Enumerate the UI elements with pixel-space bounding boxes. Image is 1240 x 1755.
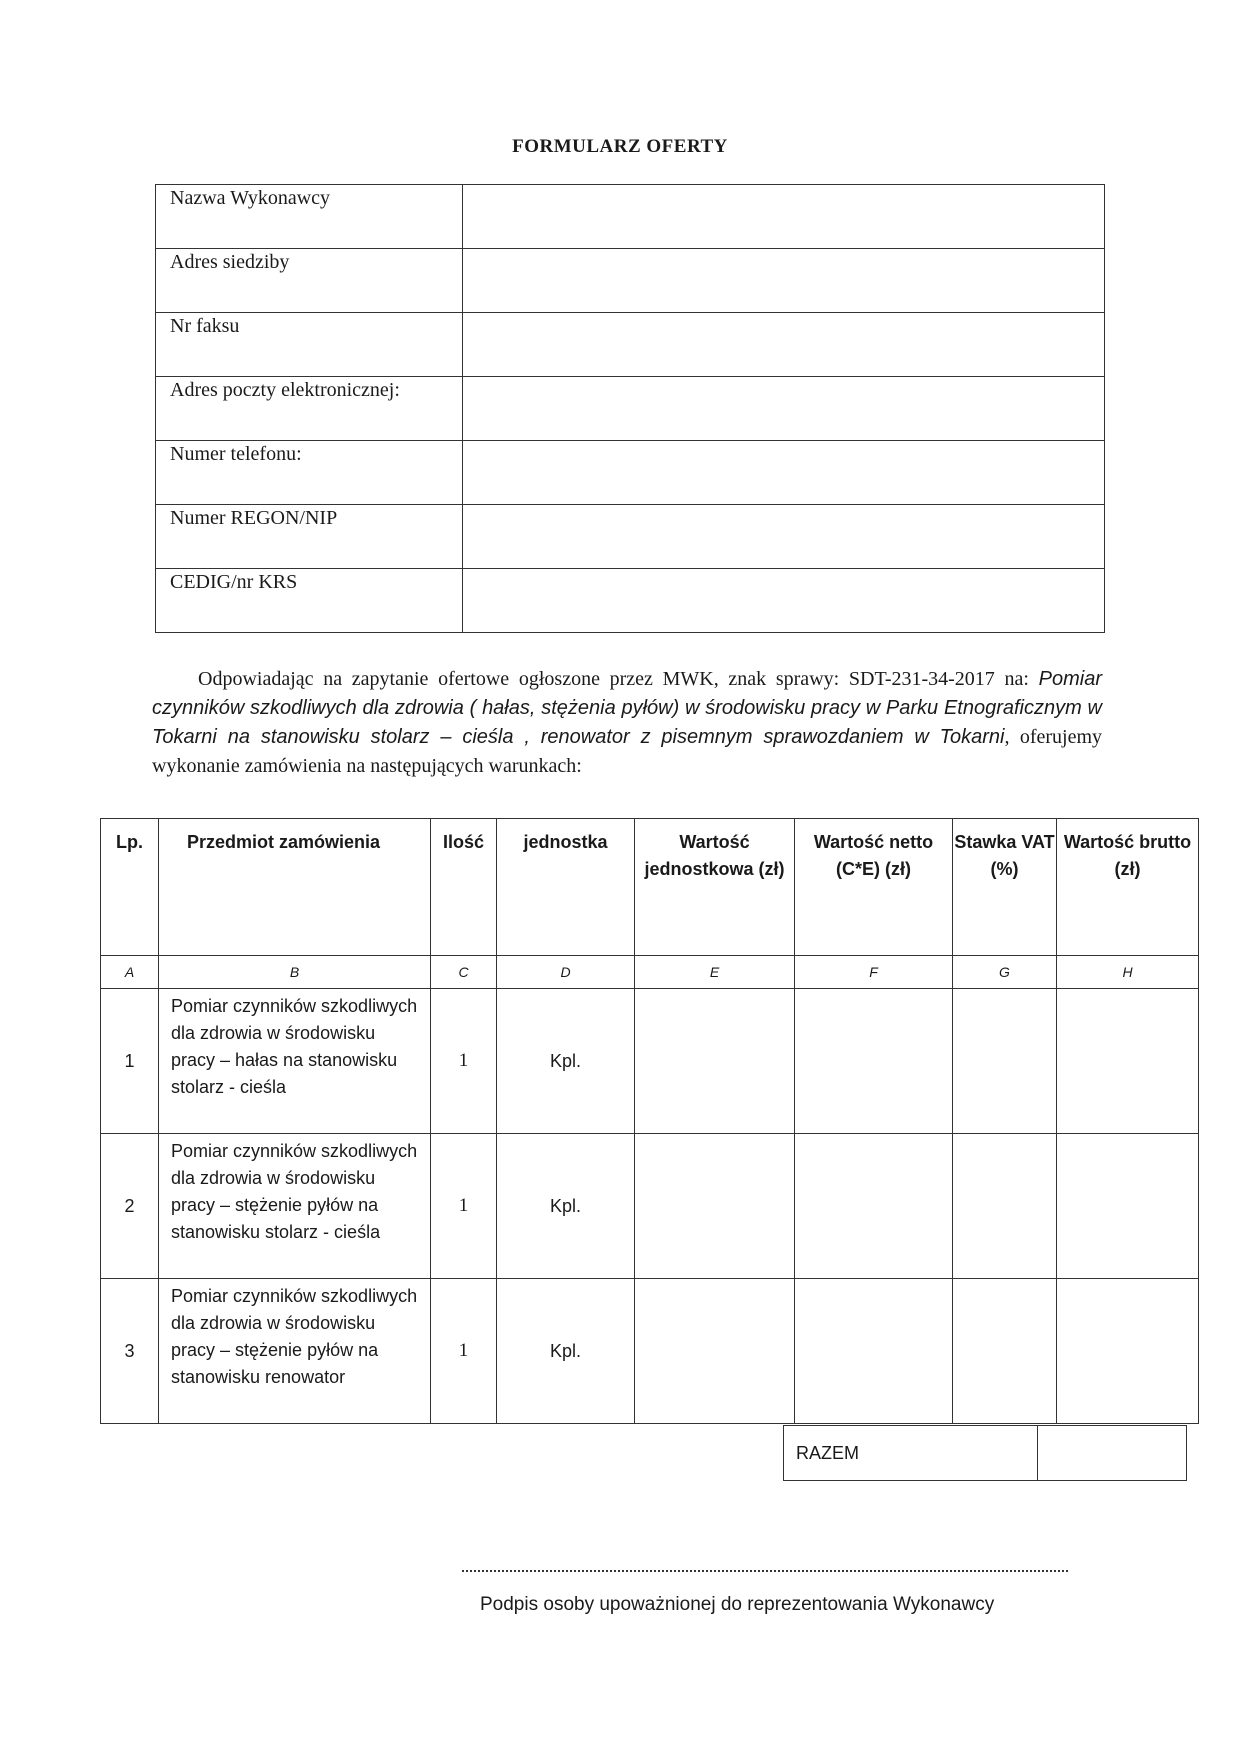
col-header-lp: Lp. (101, 819, 159, 956)
col-header-unit-value: Wartość jednostkowa (zł) (635, 819, 795, 956)
col-letter: H (1057, 956, 1199, 989)
table-row (101, 989, 1199, 1134)
total-label: RAZEM (784, 1426, 1038, 1481)
row-qty: 1 (431, 1279, 497, 1424)
col-letter: B (159, 956, 431, 989)
row-gross-field[interactable] (1057, 989, 1199, 1134)
row-lp: 1 (101, 989, 159, 1134)
header-row (101, 819, 1199, 956)
row-vat-field[interactable] (953, 1279, 1057, 1424)
row-item: Pomiar czynników szkodliwych dla zdrowia w środowisku pracy – stężenie pyłów na stanowisku stolarz - cieśla (159, 1134, 431, 1279)
total-field[interactable] (1038, 1426, 1187, 1481)
info-label: Adres siedziby (156, 249, 463, 313)
col-header-qty: Ilość (431, 819, 497, 956)
info-label: Numer REGON/NIP (156, 505, 463, 569)
col-header-vat: Stawka VAT (%) (953, 819, 1057, 956)
total-table (783, 1425, 1187, 1481)
info-label: Numer telefonu: (156, 441, 463, 505)
row-vat-field[interactable] (953, 1134, 1057, 1279)
info-value-field[interactable] (463, 377, 1105, 441)
info-value-field[interactable] (463, 185, 1105, 249)
row-unit-value-field[interactable] (635, 1134, 795, 1279)
offer-price-table (100, 818, 1199, 1424)
paragraph-tail: , oferujemy wykonanie zamówienia na następujących warunkach: (152, 726, 1103, 777)
info-row (156, 441, 1105, 505)
row-qty: 1 (431, 1134, 497, 1279)
info-value-field[interactable] (463, 505, 1105, 569)
info-row (156, 569, 1105, 633)
info-label: CEDIG/nr KRS (156, 569, 463, 633)
row-unit-value-field[interactable] (635, 1279, 795, 1424)
info-value-field[interactable] (463, 249, 1105, 313)
signature-line[interactable] (462, 1570, 1068, 1572)
col-header-net: Wartość netto (C*E) (zł) (795, 819, 953, 956)
info-row (156, 313, 1105, 377)
letter-row (101, 956, 1199, 989)
paragraph-subject: Pomiar czynników szkodliwych dla zdrowia ( hałas, stężenia pyłów) w środowisku pracy w Parku Etnograficznym w Tokarni na stanowisku stolarz – cieśla , renowator z pisemnym sprawozdaniem w Tokarni (152, 668, 1102, 748)
row-unit: Kpl. (497, 989, 635, 1134)
row-unit: Kpl. (497, 1279, 635, 1424)
info-row (156, 377, 1105, 441)
paragraph-lead: Odpowiadając na zapytanie ofertowe ogłoszone przez MWK, znak sprawy: SDT-231-34-2017 na: (198, 668, 1029, 690)
col-header-unit: jednostka (497, 819, 635, 956)
info-value-field[interactable] (463, 441, 1105, 505)
col-header-item: Przedmiot zamówienia (159, 819, 431, 956)
info-value-field[interactable] (463, 313, 1105, 377)
info-label: Adres poczty elektronicznej: (156, 377, 463, 441)
info-row (156, 185, 1105, 249)
row-net-field[interactable] (795, 989, 953, 1134)
info-value-field[interactable] (463, 569, 1105, 633)
row-lp: 3 (101, 1279, 159, 1424)
row-unit-value-field[interactable] (635, 989, 795, 1134)
signature-caption: Podpis osoby upoważnionej do reprezentowania Wykonawcy (480, 1594, 995, 1615)
contractor-info-table (155, 184, 1105, 633)
row-lp: 2 (101, 1134, 159, 1279)
col-letter: G (953, 956, 1057, 989)
info-row (156, 505, 1105, 569)
form-title: FORMULARZ OFERTY (512, 136, 728, 157)
total-row (784, 1426, 1187, 1481)
table-row (101, 1279, 1199, 1424)
col-letter: C (431, 956, 497, 989)
row-item: Pomiar czynników szkodliwych dla zdrowia w środowisku pracy – hałas na stanowisku stolarz - cieśla (159, 989, 431, 1134)
info-label: Nr faksu (156, 313, 463, 377)
info-row (156, 249, 1105, 313)
row-gross-field[interactable] (1057, 1134, 1199, 1279)
row-unit: Kpl. (497, 1134, 635, 1279)
col-letter: E (635, 956, 795, 989)
col-letter: F (795, 956, 953, 989)
col-header-gross: Wartość brutto (zł) (1057, 819, 1199, 956)
row-gross-field[interactable] (1057, 1279, 1199, 1424)
offer-paragraph (152, 665, 1102, 781)
row-item: Pomiar czynników szkodliwych dla zdrowia w środowisku pracy – stężenie pyłów na stanowisku renowator (159, 1279, 431, 1424)
info-label: Nazwa Wykonawcy (156, 185, 463, 249)
row-vat-field[interactable] (953, 989, 1057, 1134)
col-letter: D (497, 956, 635, 989)
row-net-field[interactable] (795, 1279, 953, 1424)
col-letter: A (101, 956, 159, 989)
table-row (101, 1134, 1199, 1279)
row-qty: 1 (431, 989, 497, 1134)
row-net-field[interactable] (795, 1134, 953, 1279)
